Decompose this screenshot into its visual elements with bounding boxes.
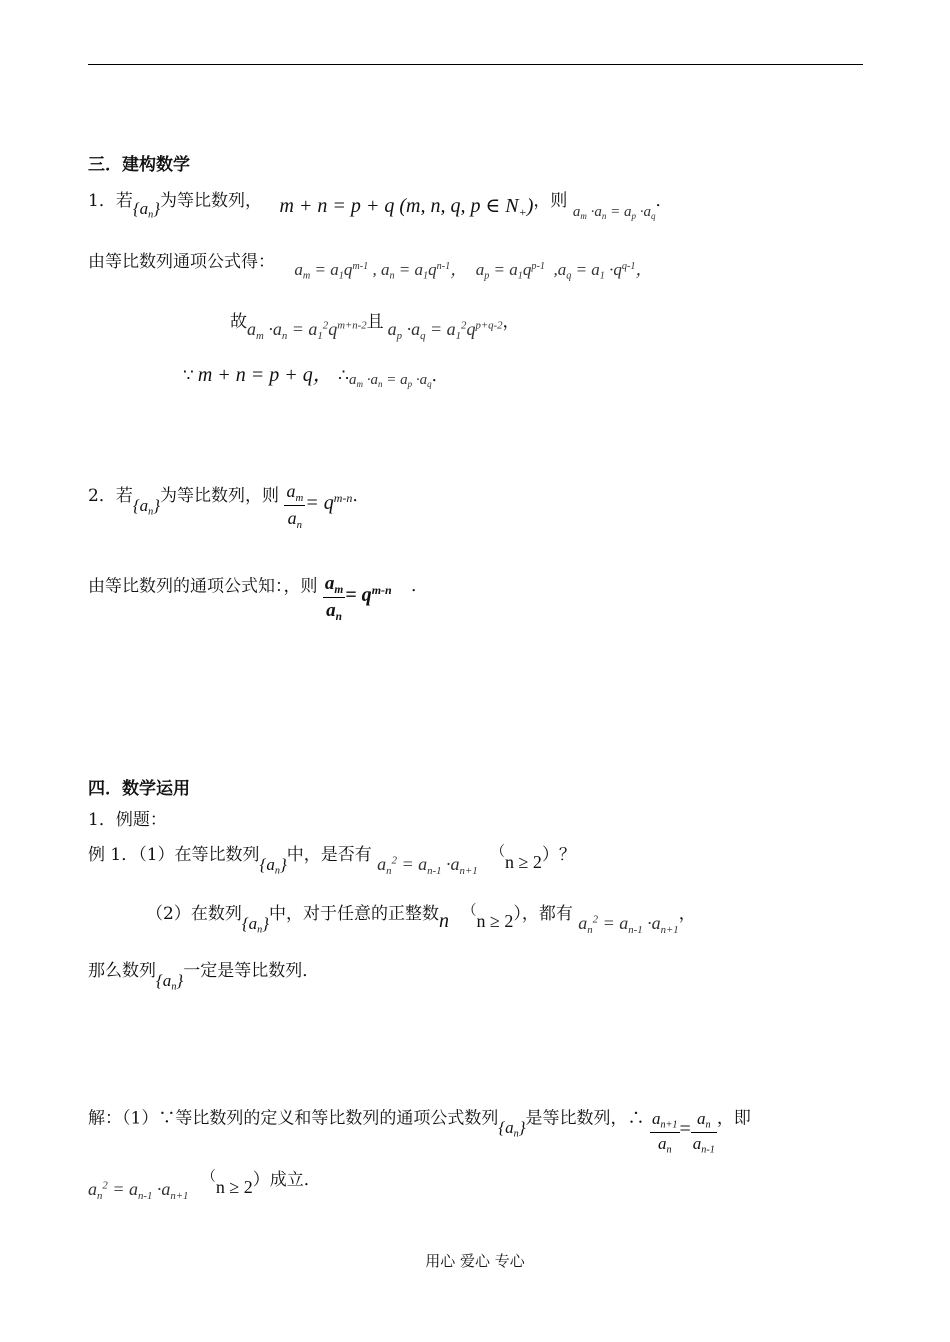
example-1-part-2: （2）在数列$\{a_n\}$中，对于任意的正整数n （n ≥ 2），都有 $a_n^2 = a_{n-1} \cdot a_{n+1}$， bbox=[146, 903, 696, 936]
ex1-identity: $a_n^2 = a_{n-1} \cdot a_{n+1}$ bbox=[377, 854, 478, 877]
conclusion-1: ∵ m + n = p + q， $\therefore a_m \cdot a_n = a_p \cdot a_q$． bbox=[183, 364, 449, 390]
section-heading-4: 四．数学运用 bbox=[88, 779, 190, 799]
sequence-an-6: $\{a_n\}$ bbox=[498, 1118, 526, 1140]
gu-label: 故 bbox=[230, 312, 247, 332]
ex2-identity: $a_n^2 = a_{n-1} \cdot a_{n+1}$ bbox=[578, 913, 679, 936]
p1-mid: 为等比数列， bbox=[160, 191, 263, 211]
p1-result: $a_m \cdot a_n = a_p \cdot a_q$ bbox=[572, 204, 656, 222]
sequence-an-3: $\{a_n\}$ bbox=[259, 855, 287, 877]
example-1-part-2-line-2: 那么数列$\{a_n\}$一定是等比数列． bbox=[88, 961, 320, 993]
ratio-am-an: $\frac{a_m}{a_n}$ bbox=[286, 481, 304, 532]
example-1-part-1: 例 1．（1）在等比数列$\{a_n\}$中，是否有 $a_n^2 = a_{n-1} \cdot a_{n+1}$ （n ≥ 2）？ bbox=[88, 844, 576, 877]
p1-condition: m + n = p + q (m, n, q, p ∈ $N_+$) bbox=[279, 195, 534, 220]
section-heading-3: 三．建构数学 bbox=[88, 155, 190, 175]
product-derivation: 故$a_m \cdot a_n = a_1^2q^{m+n-2}$且 $a_p \cdot a_q = a_1^2q^{p+q-2}$， bbox=[230, 312, 520, 342]
sequence-an-2: $\{a_n\}$ bbox=[132, 495, 161, 518]
ratio-am-an-2: $\frac{a_m}{a_n}$ bbox=[324, 573, 344, 624]
product-mn: $a_m \cdot a_n = a_1^2q^{m+n-2}$ bbox=[247, 319, 367, 342]
qie-label: 且 bbox=[366, 312, 384, 332]
formula-intro: 由等比数列通项公式得： bbox=[88, 252, 275, 272]
p1-then: ，则 bbox=[533, 191, 568, 211]
ratio-result-2: = $q^{m-n}$ bbox=[345, 583, 392, 607]
ex2-condition: n ≥ 2 bbox=[476, 911, 514, 931]
ratio-an1-an: $\frac{a_{n+1}}{a_n}$ bbox=[651, 1109, 678, 1156]
page-footer: 用心 爱心 专心 bbox=[425, 1252, 525, 1270]
general-term-line bbox=[88, 252, 653, 282]
property-2-derivation: 由等比数列的通项公式知：，则 $\frac{a_m}{a_n}$ = $q^{m-n}$ ． bbox=[88, 560, 428, 614]
product-pq: $a_p \cdot a_q = a_1^2q^{p+q-2}$ bbox=[387, 319, 503, 342]
general-term-formulas: $a_m = a_1q^{m-1}$ , $a_n = a_1q^{n-1}$， $a_p = a_1q^{p-1}$ $,a_q = a_1 \cdot q^{q-1}$， bbox=[294, 260, 653, 282]
sequence-an-5: $\{a_n\}$ bbox=[156, 971, 184, 993]
p1-prefix: 1．若 bbox=[88, 191, 133, 211]
ratio-an-an1: $\frac{a_n}{a_{n-1}}$ bbox=[692, 1109, 715, 1156]
because-expr: m + n = p + q， bbox=[197, 364, 333, 386]
solution-identity: $a_n^2 = a_{n-1} \cdot a_{n+1}$ bbox=[88, 1179, 189, 1202]
p1-period: ． bbox=[655, 191, 673, 211]
property-1-statement bbox=[88, 190, 673, 222]
ex1-condition: n ≥ 2 bbox=[505, 852, 542, 872]
sequence-an: $\{a_n\}$ bbox=[132, 199, 161, 221]
solution-condition: n ≥ 2 bbox=[215, 1177, 253, 1197]
conclusion-1-expr: $a_m \cdot a_n = a_p \cdot a_q$ bbox=[349, 372, 432, 390]
ex2-n: n bbox=[439, 910, 450, 932]
ratio-result: = $q^{m-n}$ bbox=[305, 490, 353, 514]
header-rule bbox=[88, 64, 863, 65]
example-label: 1．例题： bbox=[88, 810, 167, 830]
sequence-an-4: $\{a_n\}$ bbox=[241, 914, 270, 936]
property-2-statement: 2．若$\{a_n\}$为等比数列，则 $\frac{a_m}{a_n}$ = $q^{m-n}$． bbox=[88, 481, 370, 532]
solution-line-2: $a_n^2 = a_{n-1} \cdot a_{n+1}$ （n ≥ 2）成立． bbox=[88, 1169, 321, 1202]
solution-line-1: 解：（1）∵等比数列的定义和等比数列的通项公式数列$\{a_n\}$是等比数列，∴ $\frac{a_{n+1}}{a_n}$ = $\frac{a_n}{a_{n-1}}$ ，即 bbox=[88, 1108, 751, 1156]
